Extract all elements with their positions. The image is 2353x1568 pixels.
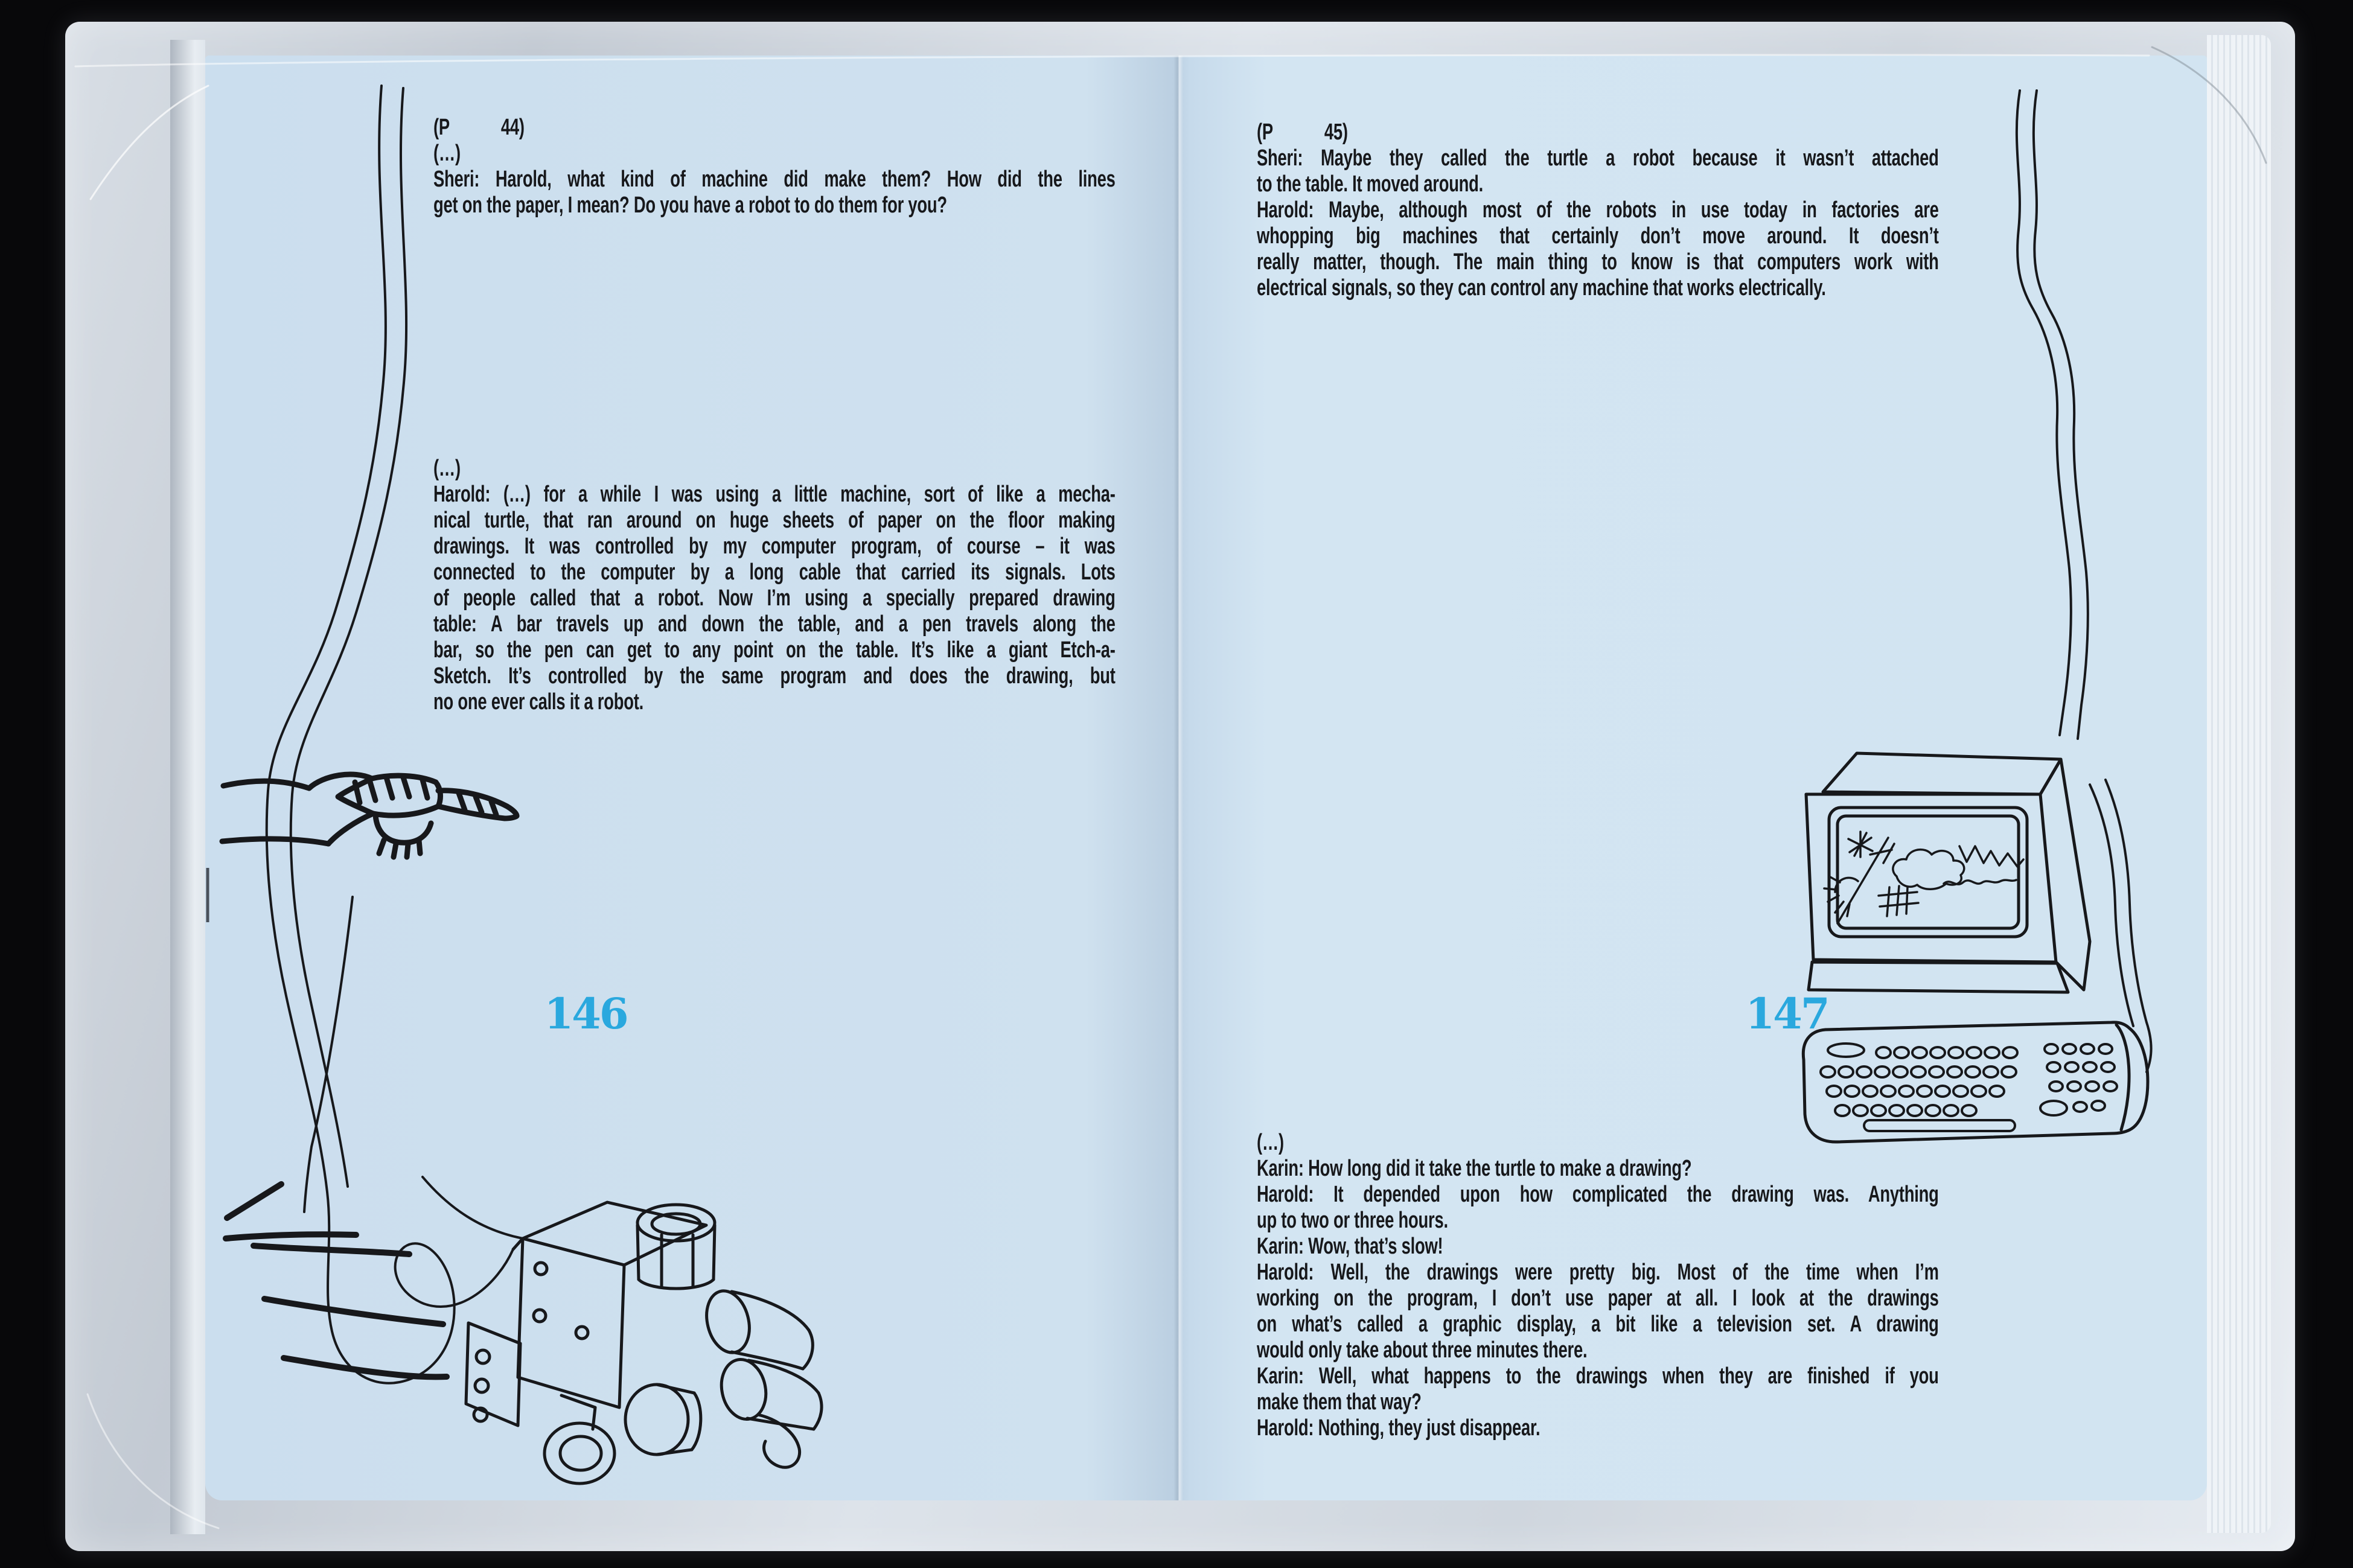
ellipsis-line: (…) <box>433 141 461 166</box>
source-page-ref <box>1257 120 1939 145</box>
source-page-number: 44) <box>500 115 525 140</box>
text-line: Sketch. It’s controlled by the same program and does the drawing, but <box>433 663 1116 689</box>
text-line: whopping big machines that certainly don’t move around. It doesn’t <box>1257 223 1939 249</box>
dialogue-lines-harold <box>433 482 1116 715</box>
text-line: Karin: Well, what happens to the drawings when they are finished if you <box>1257 1363 1939 1389</box>
ellipsis-line: (…) <box>1257 1130 1284 1155</box>
text-line: Harold: Well, the drawings were pretty big. Most of the time when I’m <box>1257 1260 1939 1285</box>
text-line: Sheri: Maybe they called the turtle a robot because it wasn’t attached <box>1257 145 1939 171</box>
text-line: Sheri: Harold, what kind of machine did make them? How did the lines <box>433 167 1116 192</box>
right-page-top-block <box>1257 120 1939 301</box>
page-number-left: 146 <box>544 989 627 1039</box>
text-line: really matter, though. The main thing to know is that computers work with <box>1257 249 1939 275</box>
text-line: Harold: It depended upon how complicated the drawing was. Anything <box>1257 1182 1939 1207</box>
left-page-mid-block <box>433 456 1116 715</box>
text-line: Harold: (…) for a while I was using a little machine, sort of like a mecha- <box>433 482 1116 507</box>
gutter-shadow <box>1173 56 1183 1500</box>
dialogue-lines-sheri <box>433 167 1116 218</box>
text-line: Karin: Wow, that’s slow! <box>1257 1234 1443 1259</box>
text-line: working on the program, I don’t use paper at all. I look at the drawings <box>1257 1286 1939 1311</box>
text-line: on what’s called a graphic display, a bit like a television set. A drawing <box>1257 1311 1939 1337</box>
left-page-top-block <box>433 115 1116 218</box>
text-line: Harold: Maybe, although most of the robots in use today in factories are <box>1257 197 1939 223</box>
text-line: Harold: Nothing, they just disappear. <box>1257 1415 1540 1441</box>
right-page-bottom-block <box>1257 1130 1939 1441</box>
ellipsis-line: (…) <box>433 456 461 481</box>
source-page-open: (P <box>1257 120 1273 145</box>
text-line: Karin: How long did it take the turtle to make a drawing? <box>1257 1156 1692 1181</box>
text-line: bar, so the pen can get to any point on the table. It’s like a giant Etch-a- <box>433 637 1116 663</box>
text-line: drawings. It was controlled by my computer program, of course – it was <box>433 534 1116 559</box>
dialogue-lines-top <box>1257 145 1939 301</box>
source-page-open: (P <box>433 115 450 140</box>
text-line: connected to the computer by a long cable that carried its signals. Lots <box>433 559 1116 585</box>
text-line: get on the paper, I mean? Do you have a robot to do them for you? <box>433 193 947 218</box>
text-line: would only take about three minutes there. <box>1257 1337 1588 1363</box>
text-line: electrical signals, so they can control any machine that works electrically. <box>1257 275 1826 301</box>
page-stack-edge-right <box>2207 35 2271 1533</box>
source-page-number: 45) <box>1324 120 1348 145</box>
dialogue-lines-bottom <box>1257 1156 1939 1441</box>
text-line: table: A bar travels up and down the table, and a pen travels along the <box>433 611 1116 637</box>
text-line: of people called that a robot. Now I’m using a specially prepared drawing <box>433 585 1116 611</box>
text-line: no one ever calls it a robot. <box>433 689 643 715</box>
text-line: make them that way? <box>1257 1389 1422 1415</box>
text-line: up to two or three hours. <box>1257 1208 1448 1233</box>
text-line: nical turtle, that ran around on huge sheets of paper on the floor making <box>433 508 1116 533</box>
page-stack-edge-left <box>170 40 205 1534</box>
page-number-right: 147 <box>1745 989 1828 1039</box>
source-page-ref <box>433 115 1116 141</box>
text-line: to the table. It moved around. <box>1257 171 1484 197</box>
